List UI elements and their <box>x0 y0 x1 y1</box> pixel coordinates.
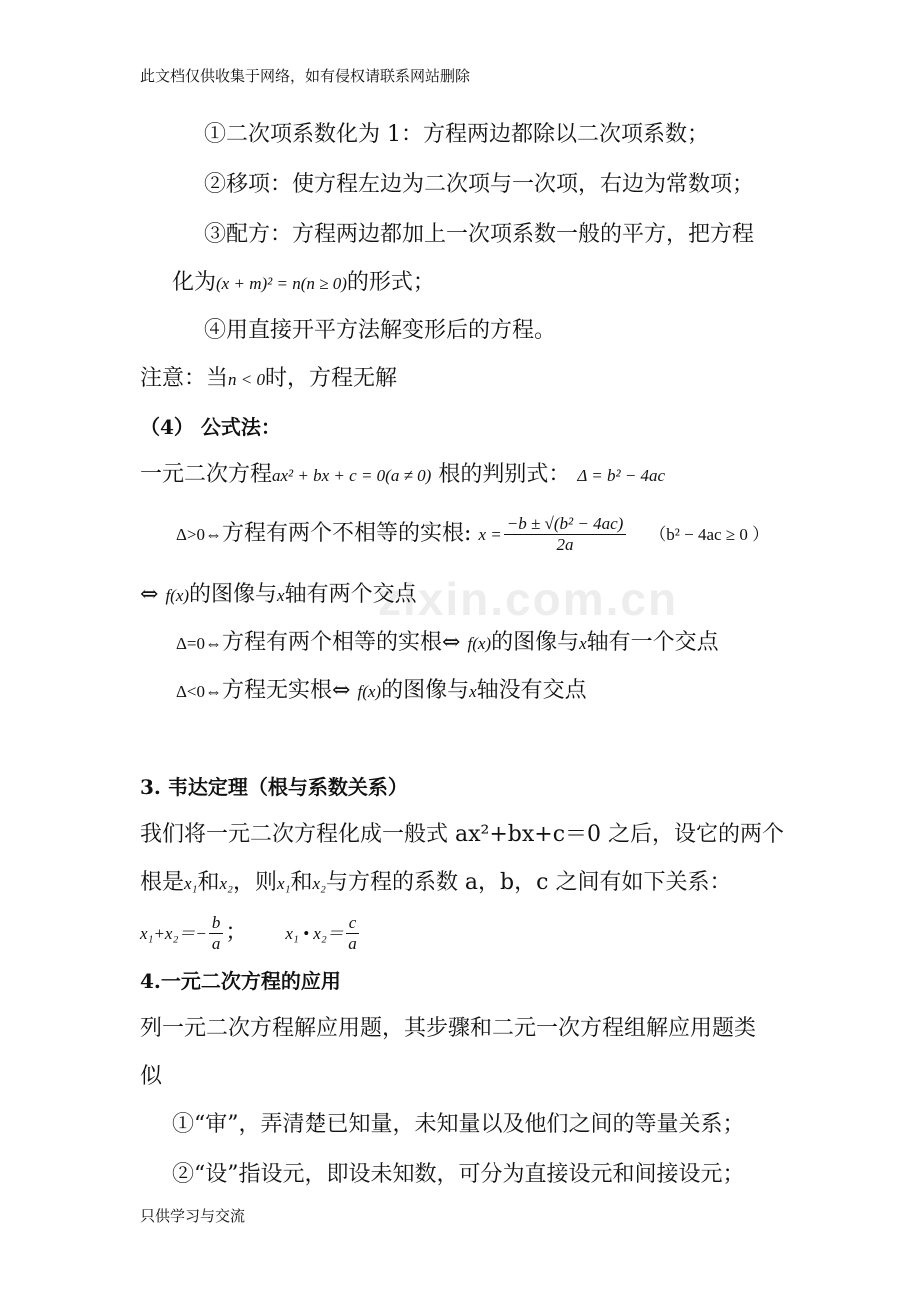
case2-suffix: 轴有一个交点 <box>586 630 719 655</box>
case1b-suffix: 轴有两个交点 <box>284 582 417 607</box>
case1-condition-2: （b² − 4ac ≥ 0 ） <box>649 525 770 544</box>
case3-x: x <box>469 682 477 701</box>
case2-condition: Δ=0⇔ <box>176 634 223 653</box>
case1-lhs: x = <box>478 525 502 544</box>
application-item-1: ①“审”，弄清楚已知量，未知量以及他们之间的等量关系； <box>172 1112 745 1137</box>
note-prefix: 注意：当 <box>140 366 229 391</box>
note <box>140 364 397 395</box>
note-suffix: 时，方程无解 <box>265 366 398 391</box>
quadratic-formula-denominator: 2a <box>556 534 574 554</box>
case1b-fx: f(x) <box>165 586 190 605</box>
root-x1: x₁ <box>184 874 198 893</box>
root-x1-ref: x₁ <box>276 874 291 893</box>
section-formula-title: （4） 公式法： <box>140 415 281 439</box>
vieta-separator: ； <box>225 920 248 945</box>
vieta-formulas <box>140 910 361 956</box>
case2-mid: 的图像与 <box>491 630 580 655</box>
step-3-continued <box>172 268 435 299</box>
general-equation: ax² + bx + c = 0(a ≠ 0) <box>272 466 432 485</box>
disc-mid: 根的判别式： <box>438 462 571 487</box>
application-item-2: ②“设”指设元，即设未知数，可分为直接设元和间接设元； <box>172 1162 745 1187</box>
product-of-roots-lhs: x₁ • x₂＝ <box>285 924 344 943</box>
vieta-p2-suffix: 与方程的系数 a，b，c 之间有如下关系： <box>325 870 732 895</box>
case3-suffix: 轴没有交点 <box>476 678 587 703</box>
case3-text: 方程无实根⇔ <box>222 678 351 703</box>
product-numerator: c <box>346 913 360 934</box>
case2-text: 方程有两个相等的实根⇔ <box>222 630 461 655</box>
case-positive-graph <box>140 580 417 611</box>
vieta-paragraph-1: 我们将一元二次方程化成一般式 ax²+bx+c＝0 之后，设它的两个 <box>140 822 785 847</box>
step-3-suffix: 的形式； <box>346 270 435 295</box>
page-header: 此文档仅供收集于网络，如有侵权请联系网站删除 <box>140 67 471 85</box>
application-paragraph-2: 似 <box>140 1064 163 1089</box>
root-x2-ref: x₂ <box>312 874 326 893</box>
completed-square-formula: (x + m)² = n(n ≥ 0) <box>216 274 347 293</box>
note-condition: n < 0 <box>228 370 265 389</box>
discriminant-line <box>140 460 665 491</box>
sum-of-roots-lhs: x₁+x₂＝− <box>140 924 207 943</box>
vieta-p2-then: ，则 <box>232 870 277 895</box>
step-2: ②移项：使方程左边为二次项与一次项，右边为常数项； <box>204 172 755 197</box>
quadratic-formula-numerator: −b ± √(b² − 4ac) <box>504 514 627 535</box>
case1b-x: x <box>277 586 285 605</box>
case3-fx: f(x) <box>357 682 382 701</box>
section-application-title: 4.一元二次方程的应用 <box>140 969 341 993</box>
case3-condition: Δ<0⇔ <box>176 682 223 701</box>
root-x2: x₂ <box>219 874 233 893</box>
product-of-roots-fraction <box>346 913 360 954</box>
case2-fx: f(x) <box>467 634 492 653</box>
product-denominator: a <box>348 933 357 953</box>
case1b-prefix: ⇔ <box>140 582 159 607</box>
disc-prefix: 一元二次方程 <box>140 462 273 487</box>
sum-of-roots-fraction <box>209 913 224 954</box>
step-1: ①二次项系数化为 1：方程两边都除以二次项系数； <box>204 122 709 147</box>
discriminant-formula: Δ = b² − 4ac <box>577 466 666 485</box>
vieta-p2-prefix: 根是 <box>140 870 185 895</box>
step-3-prefix: 化为 <box>172 270 217 295</box>
case-zero <box>176 628 719 659</box>
section-vieta-title: 3. 韦达定理（根与系数关系） <box>140 775 408 799</box>
step-4: ④用直接开平方法解变形后的方程。 <box>204 318 557 343</box>
sum-numerator: b <box>209 913 224 934</box>
page-footer: 只供学习与交流 <box>140 1207 246 1225</box>
vieta-p2-and: 和 <box>197 870 220 895</box>
case1b-mid: 的图像与 <box>189 582 278 607</box>
sum-denominator: a <box>211 933 221 953</box>
quadratic-formula-fraction <box>504 514 627 555</box>
case-negative <box>176 676 587 707</box>
watermark: zixin.com.cn <box>378 573 679 625</box>
step-3: ③配方：方程两边都加上一次项系数一般的平方，把方程 <box>204 222 755 247</box>
vieta-paragraph-2 <box>140 868 731 899</box>
application-paragraph-1: 列一元二次方程解应用题，其步骤和二元一次方程组解应用题类 <box>140 1016 757 1041</box>
case1-text: 方程有两个不相等的实根: <box>222 521 472 546</box>
case-positive <box>176 510 769 558</box>
case3-mid: 的图像与 <box>381 678 470 703</box>
case1-condition: Δ>0⇔ <box>176 525 223 544</box>
case2-x: x <box>579 634 587 653</box>
vieta-p2-and-2: 和 <box>290 870 313 895</box>
